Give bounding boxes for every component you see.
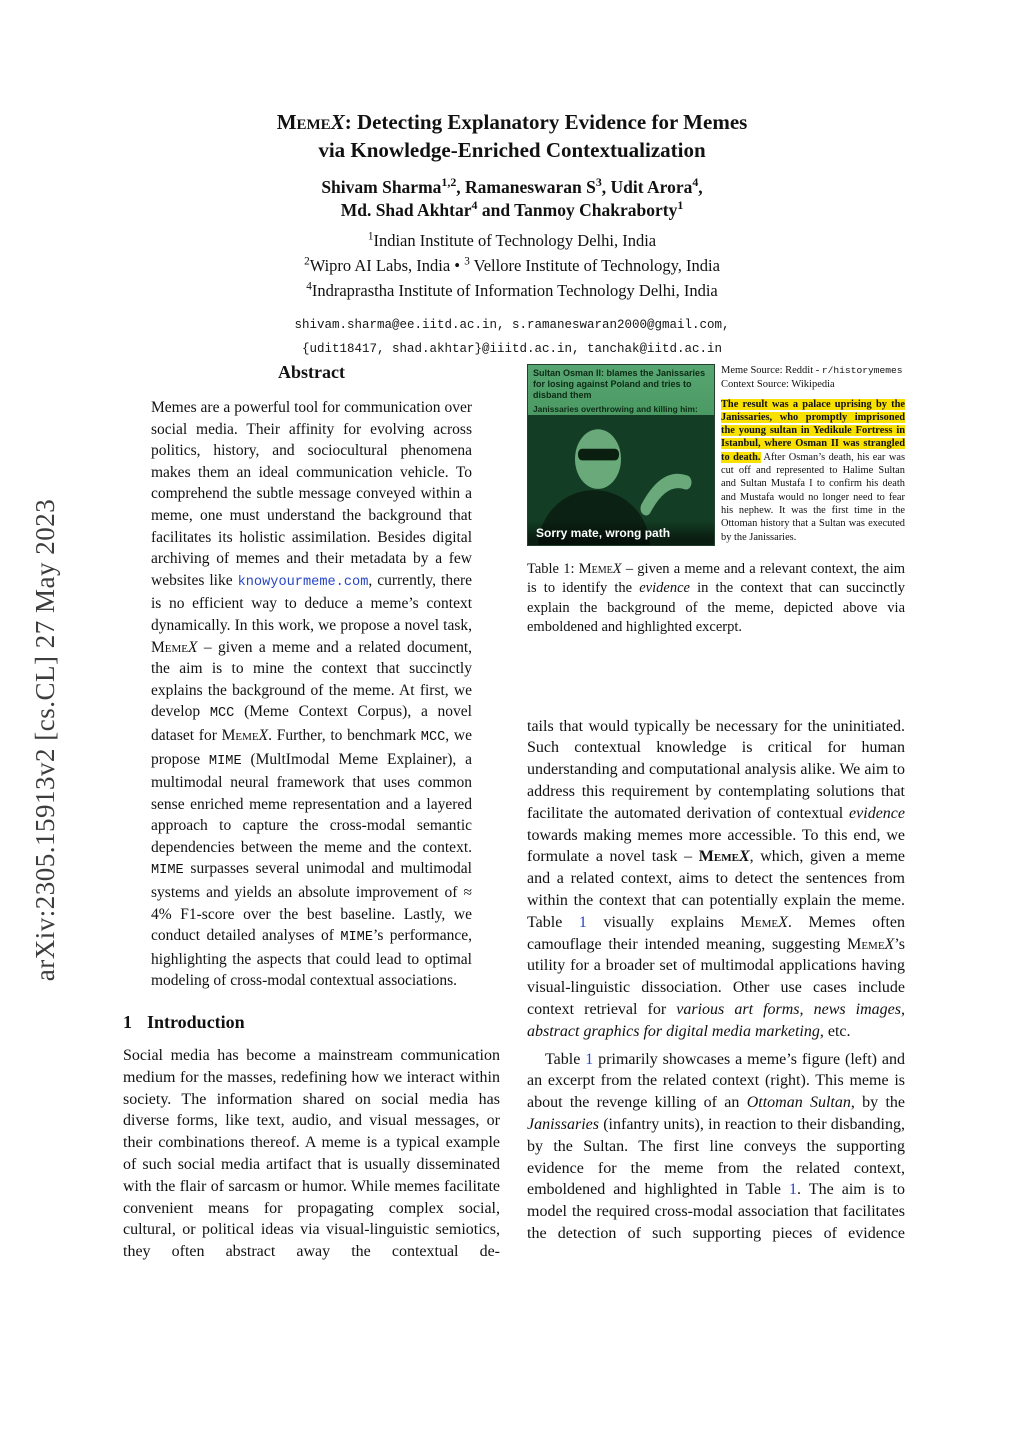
text-segment: X bbox=[778, 913, 788, 931]
text-segment: (Meme Context Corpus), a novel dataset for bbox=[151, 703, 472, 744]
text-segment: – given a meme and a related document, the aim is to mine the context that succinctly explains the background of the meme. At first, we develop bbox=[151, 638, 472, 721]
author-emails bbox=[112, 313, 912, 361]
table-1-ref[interactable]: 1 bbox=[789, 1181, 798, 1199]
text-segment: MIME bbox=[340, 930, 374, 946]
text-segment: , which, given a meme and a related context, aims to detect the sentences from within the context that can potentially explain the meme. Table bbox=[527, 848, 905, 931]
text-segment: 3 bbox=[595, 175, 602, 190]
text-segment: Indian Institute of Technology Delhi, India bbox=[373, 231, 657, 250]
text-segment: , currently, there is no efficient way to deduce a meme’s context dynamically. In this work, we propose a novel task, bbox=[151, 571, 472, 634]
text-segment: Meme bbox=[221, 726, 259, 744]
text-segment: evidence bbox=[849, 804, 905, 822]
text-segment: Vellore Institute of Technology, India bbox=[469, 256, 720, 275]
text-segment: in the context that can succinctly explain the background of the meme, depicted above via emboldened and highlighted excerpt. bbox=[527, 580, 906, 636]
text-segment: tails that would typically be necessary for the uninitiated. Such contextual knowledge is critical for human understanding and computational analysis alike. We aim to address this requirement by contemplating solutions that facilitate the automated derivation of contextual bbox=[527, 717, 905, 822]
text-segment: , Ramaneswaran S bbox=[456, 177, 596, 197]
text-segment: MIME bbox=[151, 863, 184, 879]
text-segment: 4 bbox=[471, 198, 478, 213]
text-segment: Janissaries bbox=[527, 1115, 599, 1133]
text-segment: X bbox=[188, 638, 198, 656]
author-list bbox=[112, 176, 912, 222]
text-segment: . Memes often camouflage their intended meaning, suggesting bbox=[527, 913, 905, 953]
context-source-line bbox=[721, 378, 905, 392]
text-segment: X bbox=[612, 561, 622, 577]
context-excerpt bbox=[721, 398, 905, 544]
text-segment: Meme bbox=[740, 913, 779, 931]
text-segment: various art forms, news images, abstract graphics for digital media marketing bbox=[527, 1000, 906, 1040]
text-segment: MIME bbox=[208, 753, 242, 769]
section-1-heading bbox=[123, 1012, 500, 1033]
meme-image bbox=[527, 364, 715, 546]
text-segment: Md. Shad Akhtar bbox=[340, 200, 472, 220]
text-segment: 1 bbox=[367, 230, 374, 243]
intro-paragraph-2 bbox=[527, 1049, 905, 1245]
text-segment: 4 bbox=[306, 280, 312, 293]
text-segment: , bbox=[698, 177, 703, 197]
text-segment: Meme bbox=[847, 935, 885, 953]
email-line-2: {udit18417, shad.akhtar}@iiitd.ac.in, tanchak@iitd.ac.in bbox=[301, 342, 723, 356]
affiliation-2 bbox=[112, 253, 912, 278]
table-1-ref[interactable]: 1 bbox=[578, 913, 587, 931]
text-segment: Wipro AI Labs, India bbox=[309, 256, 455, 275]
text-segment: Meme bbox=[698, 848, 739, 866]
table-1-figure bbox=[527, 364, 905, 546]
text-segment: surpasses several unimodal and multimodal systems and yields an absolute improvement of ≈ 4% F1-score over the best baseline. Lastly, we conduct detailed analyses of bbox=[151, 860, 472, 945]
meme-bottom-text: Sorry mate, wrong path bbox=[528, 521, 714, 545]
left-column bbox=[123, 362, 500, 1263]
text-segment: , Udit Arora bbox=[601, 177, 693, 197]
section-title: Introduction bbox=[147, 1012, 245, 1033]
title-line-1 bbox=[112, 108, 912, 136]
text-segment: 2 bbox=[304, 255, 310, 268]
abstract-text bbox=[123, 397, 500, 992]
table-1-caption bbox=[527, 560, 905, 638]
title-line-2: via Knowledge-Enriched Contextualization bbox=[318, 138, 706, 162]
text-segment: MCC bbox=[209, 706, 235, 722]
text-segment: – given a meme and a relevant context, the aim is to identify the bbox=[527, 561, 906, 597]
text-segment: Meme bbox=[276, 110, 331, 134]
text-segment: ’s performance, highlighting the aspects that could lead to optimal modeling of cross-modal contextual associations. bbox=[151, 927, 472, 990]
text-segment: r/historymemes bbox=[821, 365, 903, 376]
affiliations bbox=[112, 228, 912, 303]
right-column bbox=[527, 362, 905, 1245]
text-segment: visually explains bbox=[586, 913, 741, 931]
intro-paragraph-continued bbox=[527, 716, 905, 1043]
text-segment: (infantry units), in reaction to their disbanding, by the Sultan. The first line conveys the supporting evidence for the meme from the related context, emboldened and highlighted in Table bbox=[527, 1115, 905, 1199]
intro-paragraph: Social media has become a mainstream communication medium for the masses, redefining how we interact within society. The information shared on social media has diverse forms, like text, audio, and visual messages, or their combinations thereof. A meme is a typical example of such social media artifact that is usually disseminated with the flair of sarcasm or humor. While memes facilitate convenient means for propagating complex social, cultural, or political ideas via visual-linguistic semiotics, they often abstract away the contextual de- bbox=[123, 1047, 500, 1261]
text-segment: towards making memes more accessible. To this end, we formulate a novel task – bbox=[527, 826, 905, 866]
text-segment: evidence bbox=[639, 580, 690, 597]
text-segment: , by the bbox=[850, 1094, 906, 1112]
text-segment: , etc. bbox=[819, 1022, 851, 1040]
text-segment: ’s utility for a broader set of multimodal applications having visual-linguistic dissociation. Other use cases include context retrieval for bbox=[527, 935, 905, 1018]
text-segment: . The aim is to model the required cross-modal association that facilitates the detection of such supporting pieces of evidence bbox=[527, 1181, 906, 1242]
affiliation-1 bbox=[112, 228, 912, 253]
email-line-1: shivam.sharma@ee.iitd.ac.in, s.ramaneswaran2000@gmail.com, bbox=[294, 318, 730, 332]
knowyourmeme-link[interactable]: knowyourmeme.com bbox=[237, 574, 369, 590]
text-segment: primarily showcases a meme’s figure (left) and an excerpt from the related context (right). This meme is about the revenge killing of an bbox=[527, 1050, 905, 1112]
text-segment: Ottoman Sultan bbox=[746, 1094, 851, 1112]
text-segment: X bbox=[330, 110, 345, 134]
meme-source-line bbox=[721, 364, 905, 378]
text-segment: : Detecting Explanatory Evidence for Memes bbox=[344, 110, 748, 134]
table-1-ref[interactable]: 1 bbox=[585, 1050, 594, 1068]
paper-header bbox=[112, 108, 912, 361]
text-segment: and Tanmoy Chakraborty bbox=[477, 200, 678, 220]
text-segment: Table bbox=[545, 1050, 586, 1068]
text-segment: Indraprastha Institute of Information Technology Delhi, India bbox=[311, 281, 718, 300]
text-segment: MCC bbox=[420, 729, 446, 745]
meme-mid-text: Janissaries overthrowing and killing him: bbox=[533, 404, 698, 415]
text-segment: 3 bbox=[464, 255, 470, 268]
text-segment: The result was a palace uprising by the Janissaries, who promptly imprisoned the young sultan in Yedikule Fortress in Istanbul, where Osman II was strangled to death. bbox=[721, 398, 905, 463]
text-segment: Meme Source: Reddit - bbox=[721, 365, 822, 376]
abstract-heading: Abstract bbox=[278, 362, 345, 382]
authors-line-1 bbox=[112, 176, 912, 199]
authors-line-2 bbox=[112, 199, 912, 222]
text-segment: Context Source: Wikipedia bbox=[721, 378, 835, 390]
section-number: 1 bbox=[123, 1012, 132, 1033]
text-segment: Table 1: bbox=[527, 561, 579, 577]
context-panel bbox=[721, 364, 905, 546]
text-segment: 1,2 bbox=[441, 175, 457, 190]
text-segment: , we propose bbox=[151, 726, 472, 768]
text-segment: (MultImodal Meme Explainer), a multimodal neural framework that uses common sense enriched meme representation and a layered approach to capture the cross-modal semantic dependencies between the meme and the context. bbox=[151, 750, 472, 856]
text-segment: Meme bbox=[578, 561, 613, 577]
affiliation-3 bbox=[112, 278, 912, 303]
meme-top-text: Sultan Osman II: blames the Janissaries for losing against Poland and tries to disband them bbox=[533, 368, 706, 400]
paper-title bbox=[112, 108, 912, 164]
text-segment: After Osman’s death, his ear was cut off and represented to Halime Sultan and Sultan Mustafa I to confirm his death and Mustafa would no longer need to fear his nephew. It was the first time in the Ottoman history that a Sultan was executed by the Janissaries. bbox=[721, 451, 905, 543]
text-segment: X bbox=[884, 935, 895, 953]
text-segment: 4 bbox=[692, 175, 699, 190]
arxiv-watermark: arXiv:2305.15913v2 [cs.CL] 27 May 2023 bbox=[30, 498, 60, 982]
text-segment: 1 bbox=[677, 198, 684, 213]
text-segment: • bbox=[454, 256, 465, 275]
text-segment: X bbox=[738, 848, 750, 866]
text-segment: Meme bbox=[151, 638, 189, 656]
text-segment: . Further, to benchmark bbox=[268, 726, 421, 744]
text-segment: X bbox=[258, 726, 269, 744]
text-segment: Shivam Sharma bbox=[321, 177, 442, 197]
text-segment: Memes are a powerful tool for communication over social media. Their affinity for evolving across politics, history, and sociocultural phenomena makes them an ideal communication vehicle. To comprehend the subtle message conveyed within a meme, one must understand the background that facilitates its holistic assimilation. Besides digital archiving of memes and their metadata by a few websites like bbox=[151, 399, 472, 589]
